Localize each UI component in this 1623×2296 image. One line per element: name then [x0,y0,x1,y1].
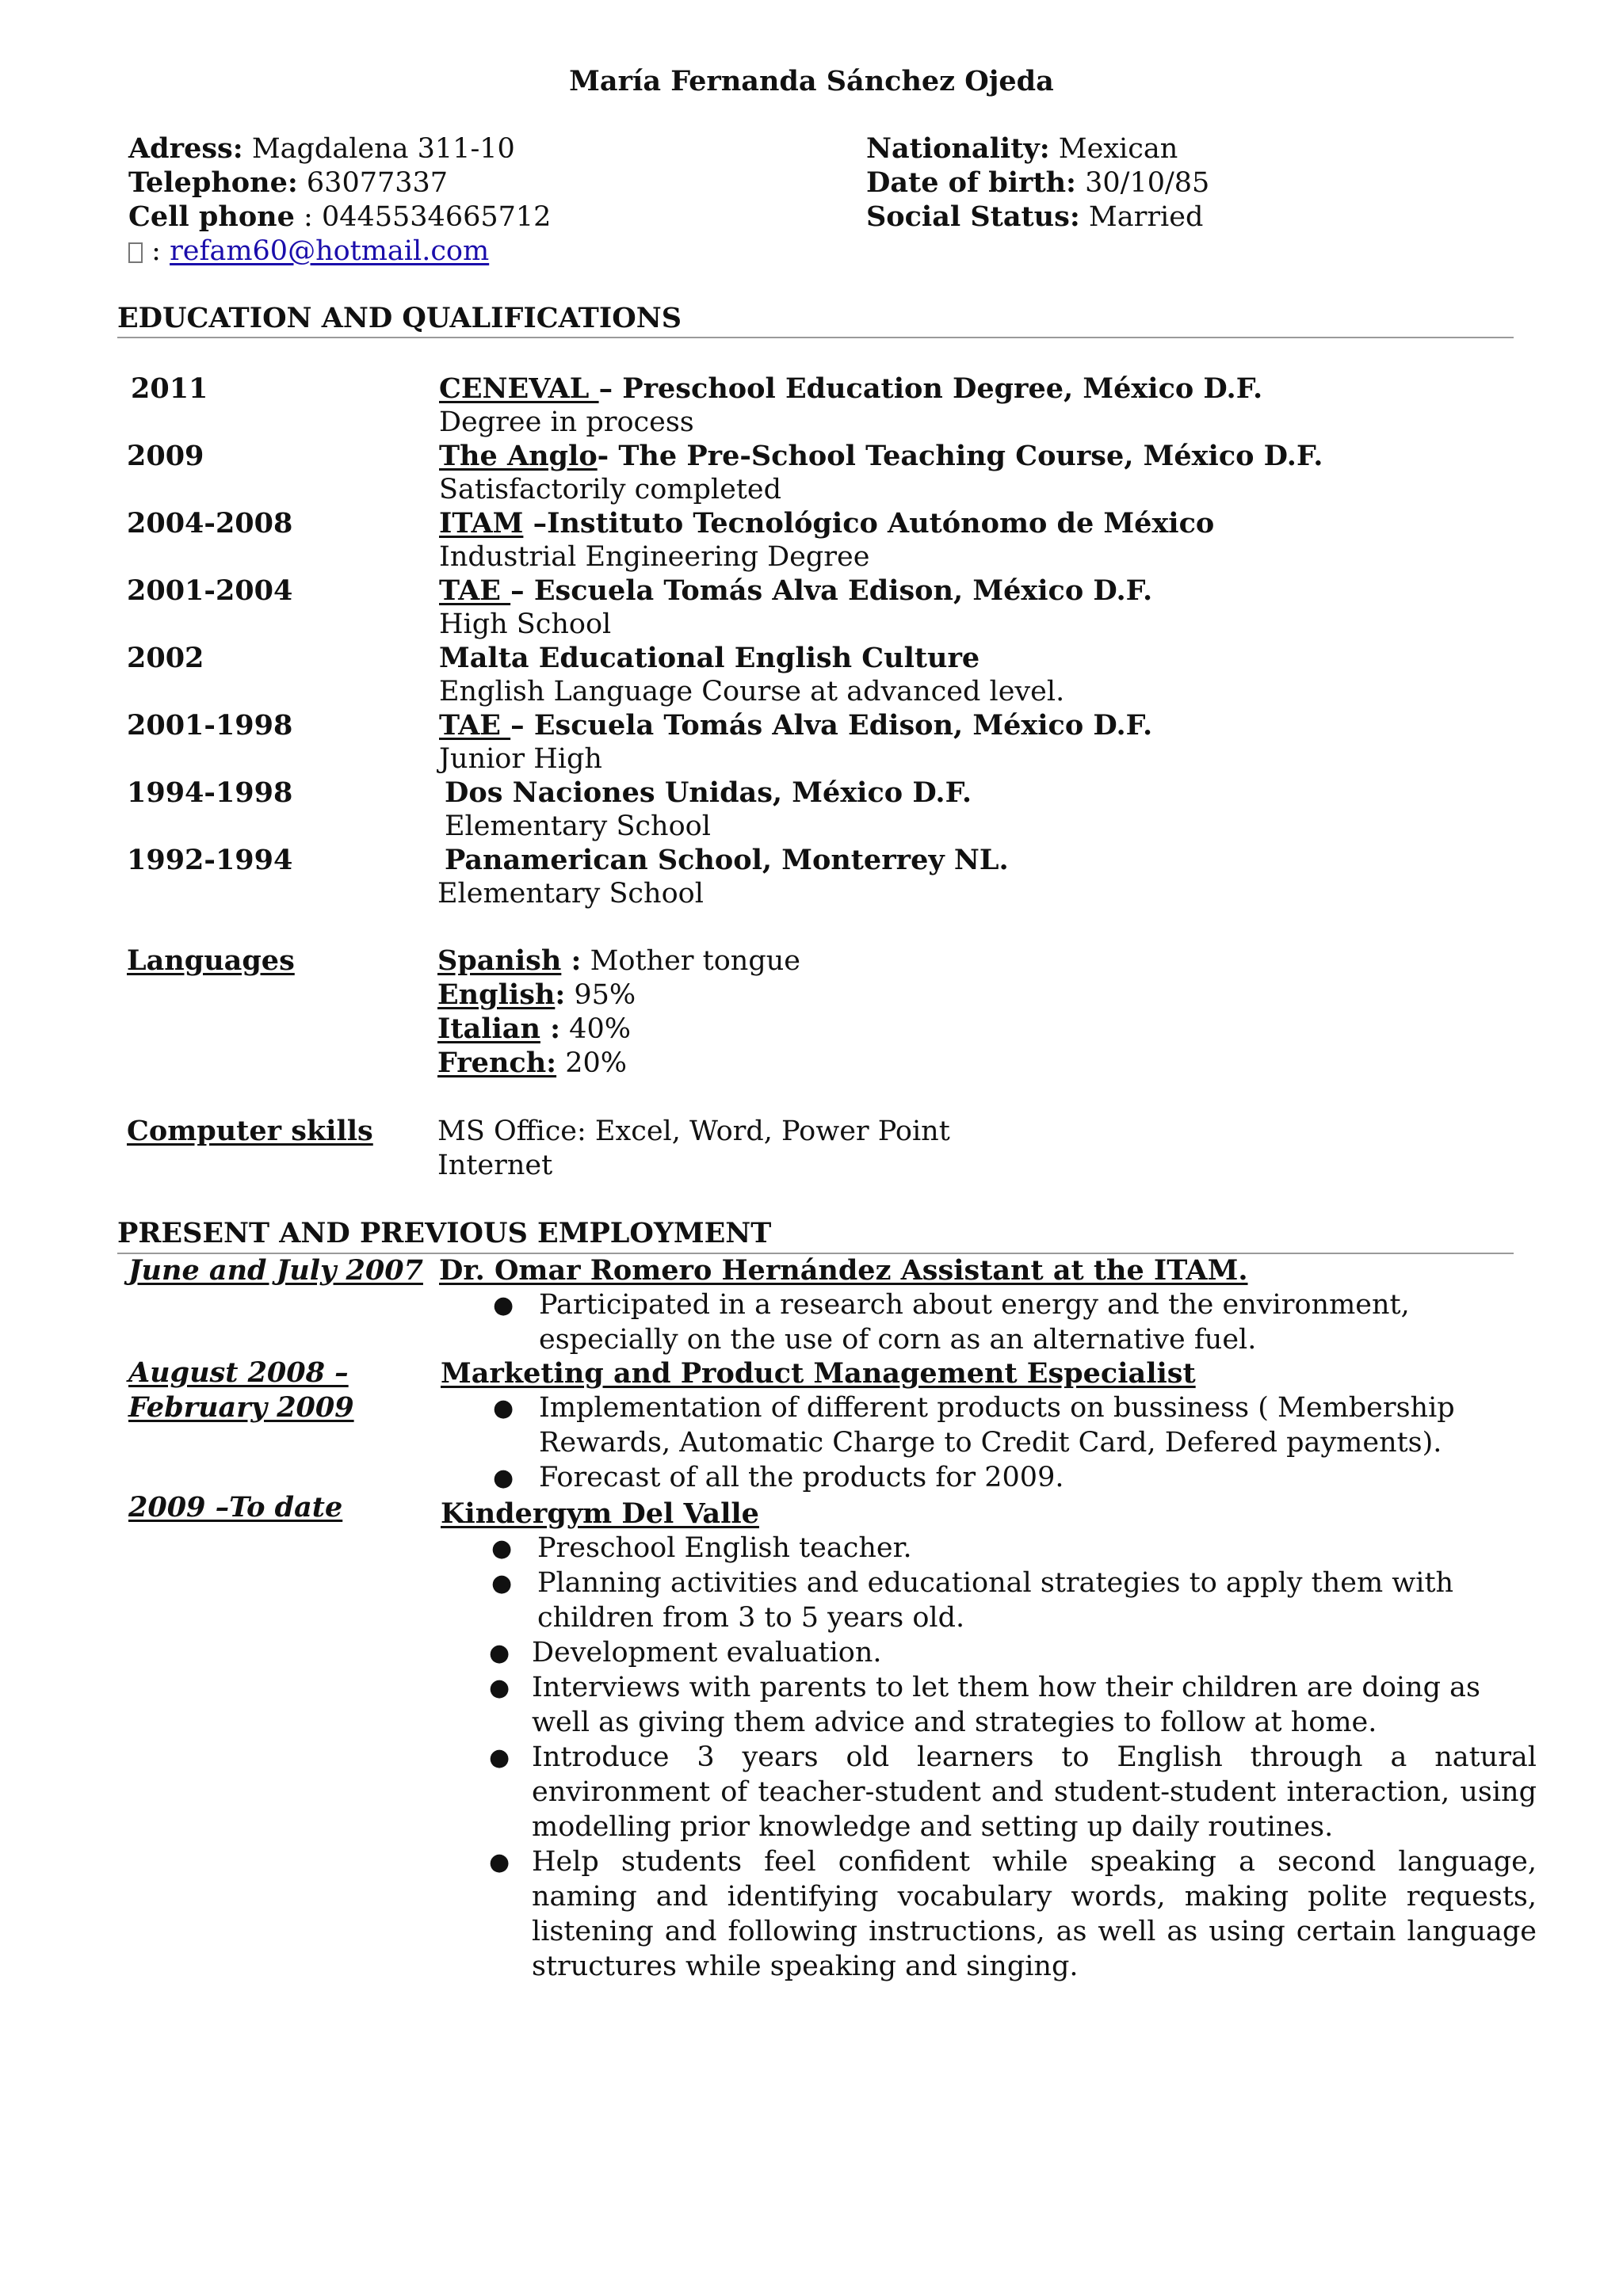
dob-line [866,166,1209,200]
cell-line [128,200,551,234]
telephone-label: Telephone: [128,166,298,199]
language-sep: : [561,944,582,977]
telephone-value: 63077337 [306,167,449,199]
status-line [866,200,1203,234]
education-institution: CENEVAL [439,372,599,405]
status-label: Social Status: [866,200,1080,233]
education-title-rest: – Escuela Tomás Alva Edison, México D.F. [510,574,1153,607]
job-bullet: Planning activities and educational strategies to apply them with children from 3 to 5 years old. [537,1567,1454,1634]
education-title [439,574,1152,608]
status-value: Married [1088,201,1204,233]
education-year: 2004-2008 [127,507,293,540]
language-item [437,944,800,978]
email-separator: : [151,235,161,267]
telephone-line [128,166,448,200]
address-label: Adress: [128,132,243,165]
language-level: 40% [560,1013,631,1045]
cell-label: Cell phone [128,200,295,233]
language-name: Italian [437,1013,540,1045]
job-bullet: Preschool English teacher. [537,1532,912,1564]
bullet-marker: ● [493,1464,514,1492]
language-name: Spanish [437,944,562,977]
dob-value: 30/10/85 [1085,167,1210,199]
education-title: Dos Naciones Unidas, México D.F. [445,776,972,809]
nationality-line [866,132,1178,166]
education-title [439,709,1152,742]
address-line [128,132,515,166]
education-year: 2001-2004 [127,574,293,607]
job-bullet: Interviews with parents to let them how their children are doing as well as giving them advice and strategies to follow at home. [532,1672,1481,1738]
job-date: 2009 –To date [128,1491,343,1524]
job-bullet: Implementation of different products on bussiness ( Membership Rewards, Automatic Charge to Credit Card, Defered payments). [539,1392,1455,1459]
job-title: Kindergym Del Valle [441,1497,759,1530]
email-line [128,235,489,268]
language-sep: : [540,1013,561,1045]
job-date: August 2008 – February 2009 [128,1356,354,1424]
education-title-rest: – Escuela Tomás Alva Edison, México D.F. [510,709,1153,742]
nationality-label: Nationality: [866,132,1050,165]
education-detail: Degree in process [439,406,694,438]
job-title: Dr. Omar Romero Hernández Assistant at the ITAM. [439,1254,1248,1287]
language-level: Mother tongue [581,945,800,977]
bullet-marker: ● [491,1535,513,1562]
language-level: 20% [556,1047,627,1079]
education-title [439,372,1262,406]
job-date: June and July 2007 [128,1254,423,1287]
education-detail: Elementary School [437,878,704,910]
education-year: 2009 [127,440,204,472]
education-institution: ITAM [439,507,524,540]
bullet-marker: ● [489,1848,510,1876]
language-name: French: [437,1047,557,1079]
computer-skills-label: Computer skills [127,1115,373,1147]
education-year: 2002 [127,642,204,674]
education-year: 2001-1998 [127,709,293,742]
language-item [437,978,636,1012]
education-title-rest: –Instituto Tecnológico Autónomo de México [523,507,1215,540]
address-value: Magdalena 311-10 [251,133,515,165]
education-institution: The Anglo [439,440,598,472]
education-detail: High School [439,608,612,640]
education-detail: Junior High [439,743,602,775]
email-icon [128,242,143,263]
education-detail: Industrial Engineering Degree [439,541,870,573]
education-heading: EDUCATION AND QUALIFICATIONS [117,302,682,334]
language-sep: : [555,978,566,1011]
email-link[interactable]: refam60@hotmail.com [170,235,490,267]
cell-value: : 0445534665712 [304,201,552,233]
education-year: 2011 [131,372,208,405]
employment-heading: PRESENT AND PREVIOUS EMPLOYMENT [117,1217,772,1249]
education-detail: Elementary School [445,810,711,842]
job-bullet: Development evaluation. [532,1637,882,1669]
language-name: English [437,978,556,1011]
education-year: 1992-1994 [127,844,293,876]
education-institution: TAE [439,709,511,742]
page-title: María Fernanda Sánchez Ojeda [569,65,1054,97]
education-title: Panamerican School, Monterrey NL. [445,844,1009,876]
computer-skill-line: Internet [437,1150,553,1181]
education-institution: TAE [439,574,511,607]
education-title [439,440,1323,473]
bullet-marker: ● [493,1394,514,1422]
job-bullet: Introduce 3 years old learners to English through a natural environment of teacher-student and student-student interaction, using modelling prior knowledge and setting up daily routines. [532,1741,1537,1843]
bullet-marker: ● [489,1744,510,1772]
bullet-marker: ● [489,1674,510,1702]
bullet-marker: ● [491,1569,513,1597]
education-divider [117,337,1514,338]
language-item [437,1013,631,1046]
education-detail: Satisfactorily completed [439,474,781,505]
education-title: Malta Educational English Culture [439,642,980,674]
job-title: Marketing and Product Management Especialist [441,1357,1196,1390]
bullet-marker: ● [489,1639,510,1667]
job-bullet: Help students feel confident while speaking a second language, naming and identifying vocabulary words, making polite requests, listening and following instructions, as well as using certain language structures while speaking and singing. [532,1846,1537,1982]
dob-label: Date of birth: [866,166,1076,199]
language-item [437,1047,627,1080]
nationality-value: Mexican [1058,133,1178,165]
languages-label: Languages [127,944,295,977]
job-bullet: Participated in a research about energy and the environment, especially on the use of corn as an alternative fuel. [539,1289,1410,1356]
education-year: 1994-1998 [127,776,293,809]
education-detail: English Language Course at advanced level. [439,676,1065,707]
job-bullet: Forecast of all the products for 2009. [539,1462,1064,1493]
education-title [439,507,1214,540]
education-title-rest: - The Pre-School Teaching Course, México D.F. [597,440,1323,472]
computer-skill-line: MS Office: Excel, Word, Power Point [437,1116,950,1147]
education-title-rest: – Preschool Education Degree, México D.F. [598,372,1263,405]
language-level: 95% [565,979,636,1011]
bullet-marker: ● [493,1291,514,1319]
